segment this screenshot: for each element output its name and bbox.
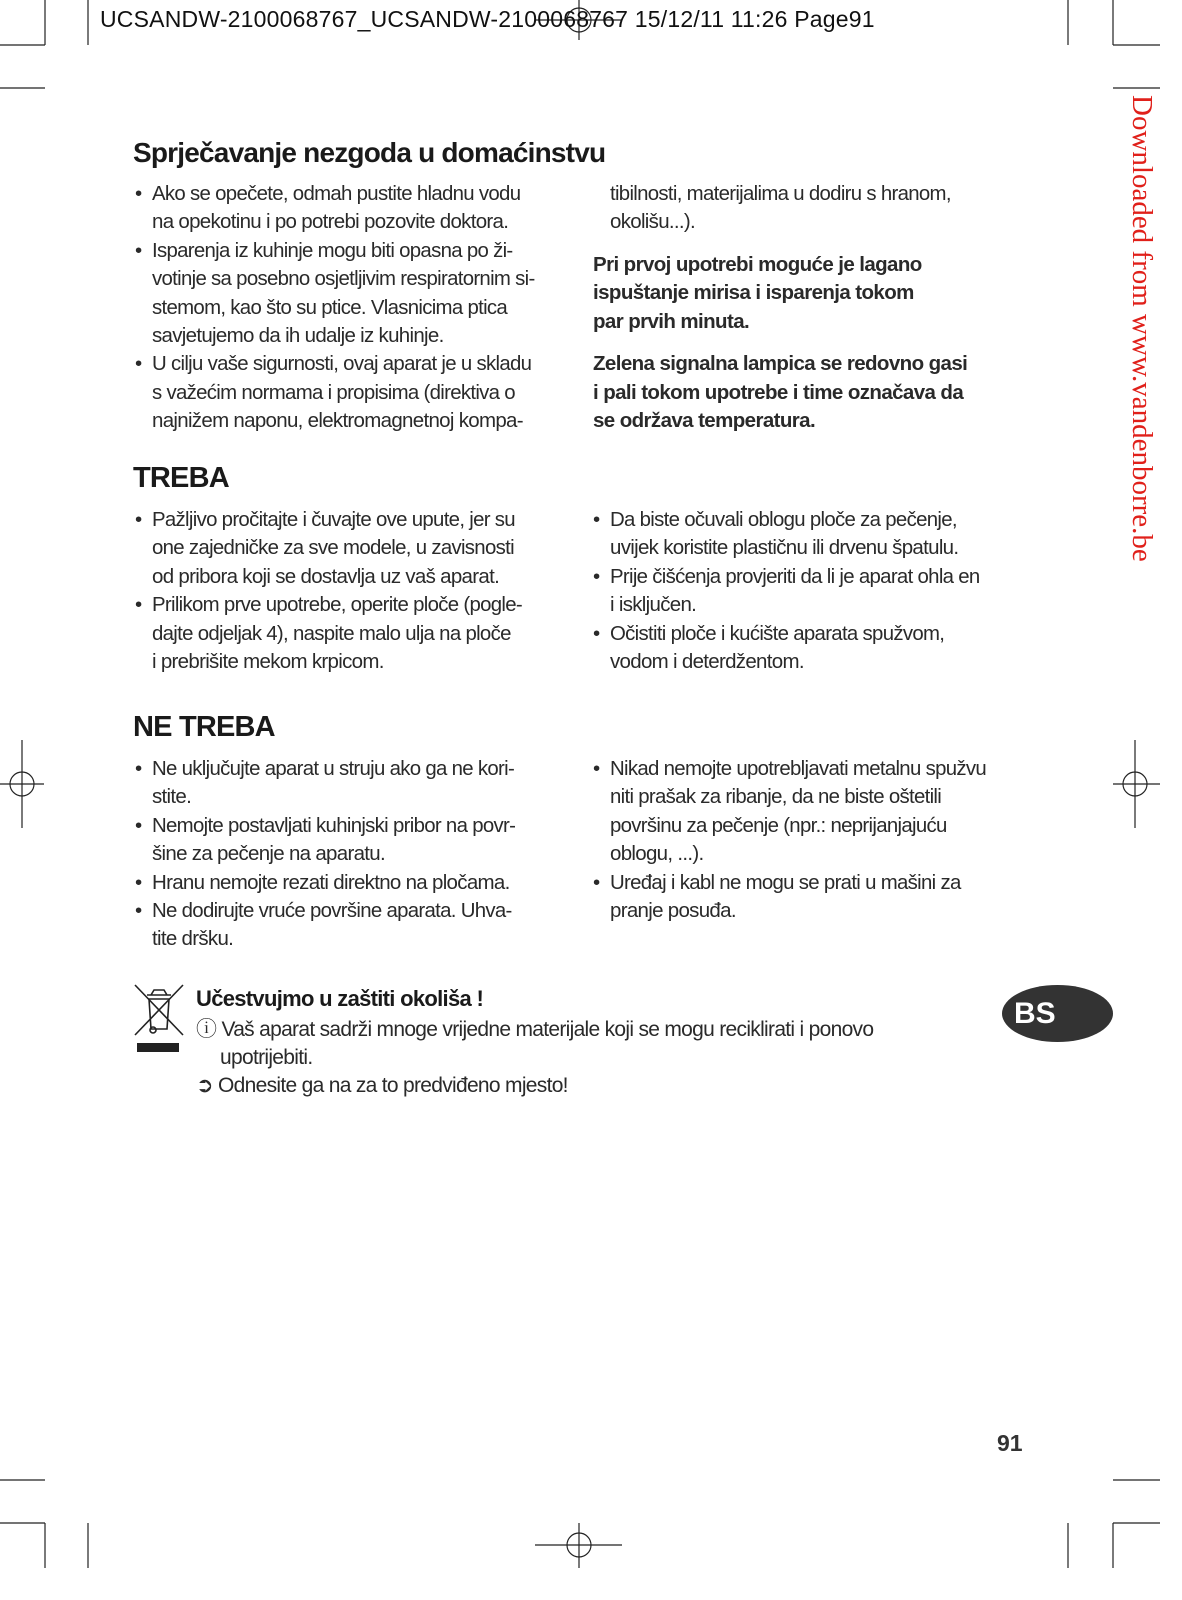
text-line-content: stite. [152,785,192,809]
bullet-icon: • [135,508,142,531]
text-line [152,783,550,811]
text-line [152,620,550,648]
info-icon: ⓘ [196,1018,217,1041]
text-line [152,322,550,350]
bullet-icon: • [135,352,142,376]
text-line-content: tite dršku. [152,927,234,951]
text-line [610,783,1025,811]
list-item [135,869,550,897]
text-line [593,279,1025,307]
text-line-content: Pažljivo pročitajte i čuvajte ove upute, jer su [152,508,515,531]
text-line [610,591,1025,619]
text-line [152,925,550,953]
text-line [152,265,550,293]
text-line [152,563,550,591]
text-line [610,869,1025,897]
text-line-content: Ne dodirujte vruće površine aparata. Uhva- [152,899,512,923]
page-number: 91 [997,1430,1023,1456]
text-line-content: savjetujemo da ih udalje iz kuhinje. [152,324,444,348]
text-line-content: Ako se opečete, odmah pustite hladnu vodu [152,182,521,205]
text-line-content: ispuštanje mirisa i isparenja tokom [593,281,914,305]
watermark: Downloaded from www.vandenborre.be [1126,95,1158,562]
text-line-content: stemom, kao što su ptice. Vlasnicima ptica [152,295,508,319]
text-line [610,840,1025,868]
text-line [152,812,550,840]
list-item [135,506,550,591]
bullet-icon: • [135,238,142,262]
text-line-content: tibilnosti, materijalima u dodiru s hranom, [610,182,951,205]
text-line-content: Prije čišćenja provjeriti da li je aparat ohla en [610,564,980,588]
dont-left-list [135,755,550,954]
text-line [610,812,1025,840]
accidents-notes [593,251,1025,449]
text-line [152,294,550,322]
text-line-content: Da biste očuvali oblogu ploče za pečenje, [610,508,957,531]
text-line [610,620,1025,648]
list-item [135,237,550,351]
text-line [610,534,1025,562]
text-line-content: pranje posuđa. [610,899,736,923]
list-item [593,563,1025,620]
list-item [593,506,1025,563]
list-item [135,591,550,676]
text-line-content: šine za pečenje na aparatu. [152,842,385,866]
text-line-content: Nemojte postavljati kuhinjski pribor na povr- [152,813,516,837]
list-item [135,350,550,435]
text-line [593,379,1025,407]
text-line [152,869,550,897]
text-line-content: s važećim normama i propisima (direktiva o [152,380,515,404]
bullet-icon: • [593,564,600,588]
text-line-content: Ne uključujte aparat u struju ako ga ne kori- [152,757,515,780]
text-line-content: najnižem naponu, elektromagnetnoj kompa- [152,409,523,433]
text-line-content: vodom i deterdžentom. [610,650,804,674]
environment-title: Učestvujmo u zaštiti okoliša ! [196,986,484,1011]
accidents-left-list [135,180,550,436]
text-line [593,407,1025,435]
text-line-content: se održava temperatura. [593,409,816,433]
text-line [610,755,1025,783]
text-line-content: niti prašak za ribanje, da ne biste oštetili [610,785,942,809]
bullet-icon: • [593,757,600,780]
language-badge: BS [1002,985,1113,1042]
text-line-content: U cilju vaše sigurnosti, ovaj aparat je u skladu [152,352,532,376]
text-line [152,840,550,868]
environment-action: Odnesite ga na za to predviđeno mjesto! [218,1074,568,1097]
text-line [610,180,1025,208]
text-line-content: Očistiti ploče i kućište aparata spužvom, [610,621,945,645]
text-line [152,755,550,783]
print-slug: UCSANDW-2100068767_UCSANDW-2100068767 15/12/11 11:26 Page91 [100,6,875,32]
text-line-content: od pribora koji se dostavlja uz vaš aparat. [152,564,500,588]
text-line [610,648,1025,676]
text-line-content: one zajedničke za sve modele, u zavisnosti [152,536,514,560]
text-line-content: dajte odjeljak 4), naspite malo ulja na ploče [152,621,511,645]
text-line [152,591,550,619]
list-item [135,755,550,812]
bullet-icon: • [135,182,142,205]
text-line [152,407,550,435]
environment-info-line: Vaš aparat sadrži mnoge vrijedne materijale koji se mogu reciklirati i ponovo [221,1018,874,1041]
text-line [152,237,550,265]
do-left-list [135,506,550,676]
text-line-content: votinje sa posebno osjetljivim respiratornim si- [152,267,535,291]
environment-action-row [196,1072,986,1100]
text-line [152,208,550,236]
text-line-content: i prebrišite mekom krpicom. [152,650,384,674]
text-line-content: površinu za pečenje (npr.: neprijanjajuću [610,813,947,837]
text-line [152,180,550,208]
text-line [610,506,1025,534]
text-line [593,350,1025,378]
text-line [152,379,550,407]
list-item [593,869,1025,926]
list-item [593,620,1025,677]
bullet-icon: • [135,899,142,923]
text-line-content: i isključen. [610,593,697,617]
text-line [610,208,1025,236]
text-line [593,251,1025,279]
accidents-continued [610,180,1025,237]
text-line-content: Uređaj i kabl ne mogu se prati u mašini za [610,870,961,894]
bullet-icon: • [593,508,600,531]
text-line-content: Prilikom prve upotrebe, operite ploče (pogle- [152,593,523,617]
note-paragraph [593,350,1025,435]
weee-recycle-bin-icon [133,983,185,1055]
dont-right-list [593,755,1025,925]
text-line [610,563,1025,591]
text-line [593,308,1025,336]
list-item [135,180,550,237]
bullet-icon: • [135,757,142,780]
text-line-content: par prvih minuta. [593,309,750,333]
text-line [610,897,1025,925]
text-line-content: okolišu...). [610,210,696,234]
text-line [152,648,550,676]
note-paragraph [593,251,1025,336]
section-title-accidents: Sprječavanje nezgoda u domaćinstvu [133,137,606,168]
text-line [152,506,550,534]
text-line-content: Zelena signalna lampica se redovno gasi [593,352,968,376]
section-title-dont: NE TREBA [133,711,275,743]
text-line-content: Nikad nemojte upotrebljavati metalnu spužvu [610,757,987,780]
bullet-icon: • [135,593,142,617]
do-right-list [593,506,1025,676]
list-item [593,755,1025,869]
environment-info-row [196,1016,986,1044]
text-line-content: uvijek koristite plastičnu ili drvenu špatulu. [610,536,959,560]
environment-info-row [196,1044,986,1072]
environment-info [196,1016,986,1100]
text-line-content: oblogu, ...). [610,842,704,866]
environment-info-line: upotrijebiti. [220,1046,313,1069]
arrow-icon: ➲ [196,1074,213,1097]
text-line-content: Pri prvoj upotrebi moguće je lagano [593,253,922,276]
text-line [152,350,550,378]
text-line [152,534,550,562]
bullet-icon: • [593,621,600,645]
section-title-do: TREBA [133,462,229,494]
list-item [135,812,550,869]
text-line [152,897,550,925]
bullet-icon: • [593,870,600,894]
bullet-icon: • [135,813,142,837]
list-item [135,897,550,954]
text-line-content: na opekotinu i po potrebi pozovite doktora. [152,210,509,234]
text-line-content: i pali tokom upotrebe i time označava da [593,380,964,404]
text-line-content: Isparenja iz kuhinje mogu biti opasna po ži- [152,238,513,262]
text-line-content: Hranu nemojte rezati direktno na pločama. [152,870,510,894]
bullet-icon: • [135,870,142,894]
